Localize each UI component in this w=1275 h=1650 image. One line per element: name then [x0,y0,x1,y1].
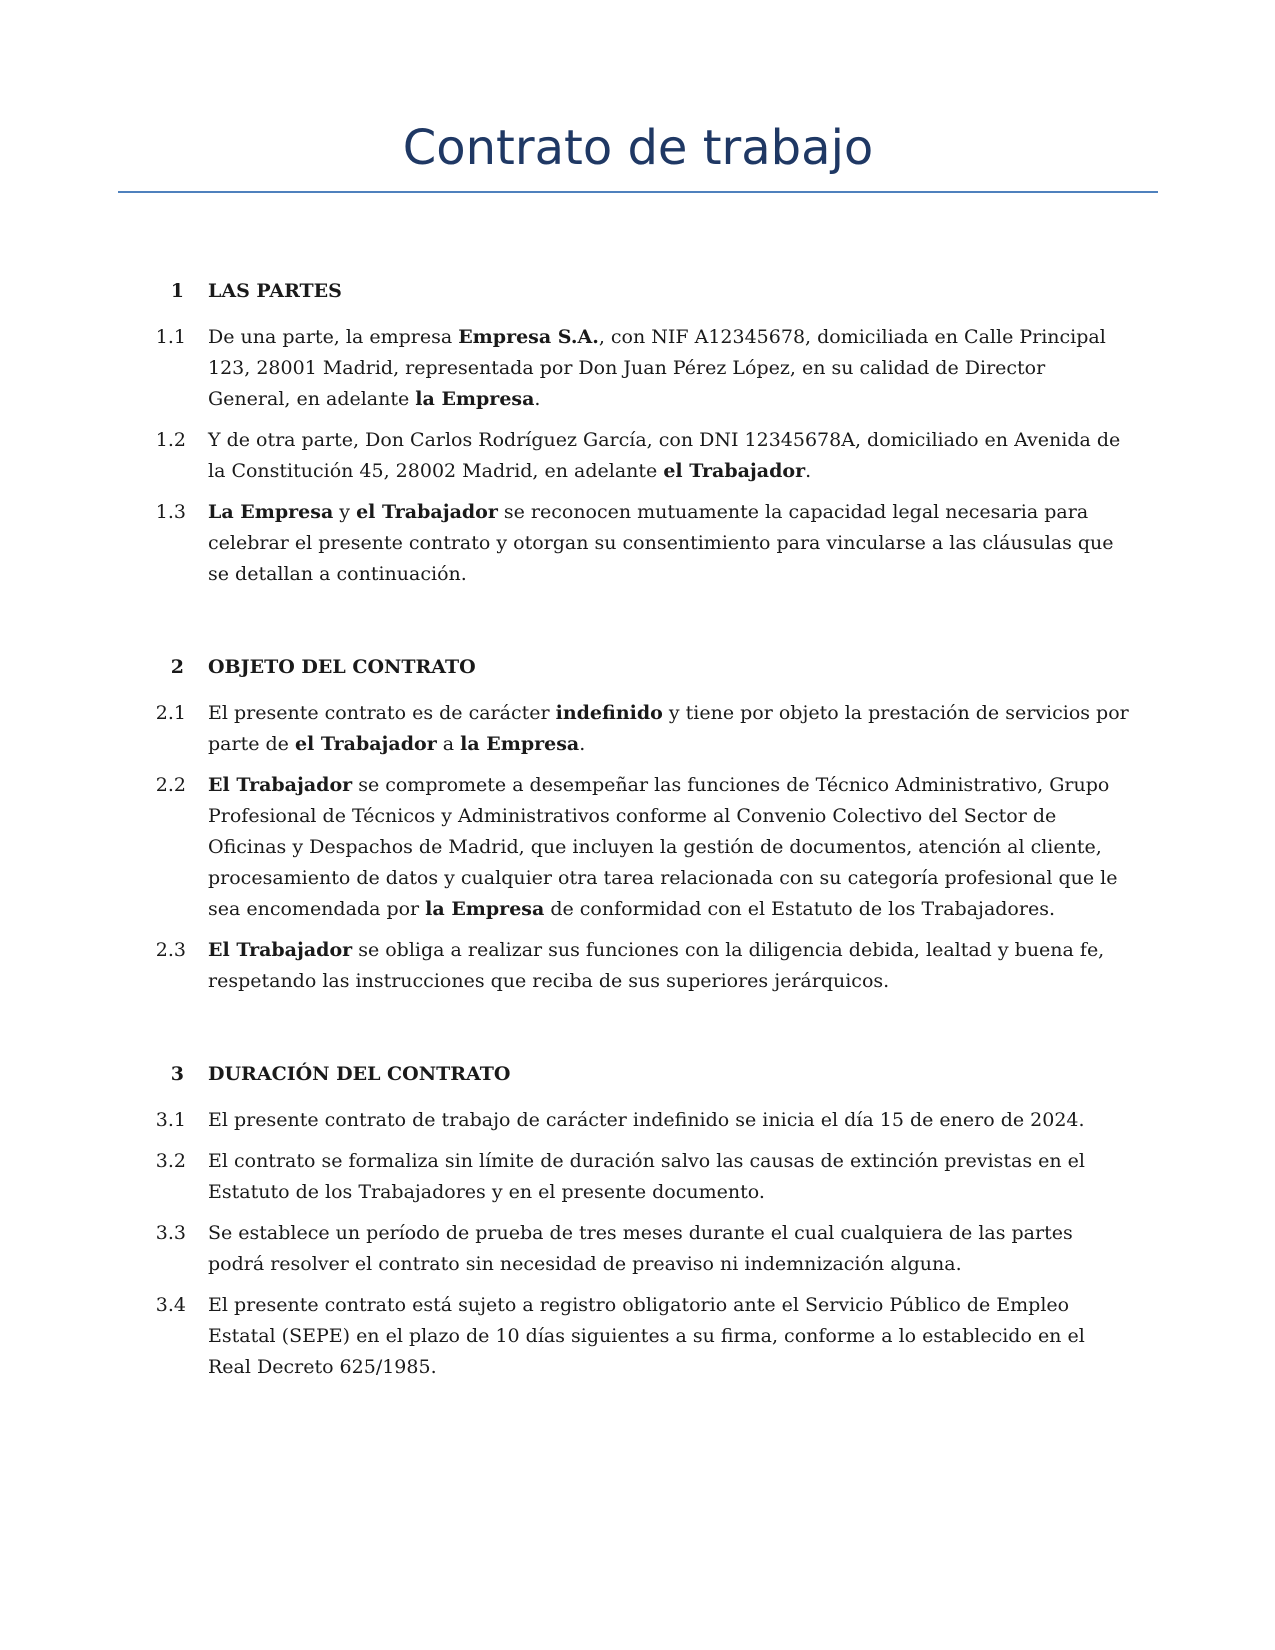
clause-1.2 [0,425,1275,487]
clause-text [208,322,1133,415]
section-spacer [0,997,1275,1053]
section-1 [0,270,1275,590]
section-number: 1 [170,280,184,302]
clause-run: se reconocen mutuamente la capacidad legal necesaria para celebrar el presente contrato y otorgan su consentimiento para vincularse a las cláusulas que se detallan a continuación. [208,501,1114,585]
section-heading [0,270,1275,312]
section-heading [0,1053,1275,1095]
clause-number: 1.1 [155,326,186,348]
clause-number: 3.3 [155,1222,186,1244]
clause-number: 2.2 [155,774,186,796]
clause-run: se compromete a desempeñar las funciones de Técnico Administrativo, Grupo Profesional de Técnicos y Administrativos conforme al Convenio Colectivo del Sector de Oficinas y Despachos de Madrid, que incluyen la gestión de documentos, atención al cliente, procesamiento de datos y cualquier otra tarea relacionada con su categoría profesional que le sea encomendada por [208,774,1118,920]
defined-term: la Empresa [415,388,535,410]
clause-run: . [534,388,541,410]
clause-text [208,497,1133,590]
clause-run: De una parte, la empresa [208,326,459,348]
section-2 [0,646,1275,997]
clause-3.1 [0,1105,1275,1136]
defined-term: la Empresa [425,898,545,920]
clause-text [208,935,1133,997]
clause-2.2 [0,770,1275,925]
clause-number: 1.3 [155,501,186,523]
clause-2.1 [0,698,1275,760]
clause-number: 3.2 [155,1150,186,1172]
clause-run: . [805,460,812,482]
clause-3.3 [0,1218,1275,1280]
clause-number: 2.1 [155,702,186,724]
clause-3.4 [0,1290,1275,1383]
clause-number: 3.1 [155,1109,186,1131]
section-title: OBJETO DEL CONTRATO [208,656,476,678]
document-body [0,270,1275,1383]
clause-run: . [579,733,586,755]
defined-term: el Trabajador [294,733,437,755]
section-number: 2 [170,656,184,678]
section-heading [0,646,1275,688]
section-spacer [0,590,1275,646]
defined-term: La Empresa [208,501,334,523]
section-title: DURACIÓN DEL CONTRATO [208,1063,511,1085]
clause-run: El presente contrato es de carácter [208,702,556,724]
defined-term: Empresa S.A. [458,326,599,348]
clause-2.3 [0,935,1275,997]
clause-1.1 [0,322,1275,415]
clause-run: Se establece un período de prueba de tres meses durante el cual cualquiera de las partes podrá resolver el contrato sin necesidad de preaviso ni indemnización alguna. [208,1222,1073,1275]
clause-text [208,770,1133,925]
clause-text [208,425,1133,487]
clause-run: Y de otra parte, Don Carlos Rodríguez García, con DNI 12345678A, domiciliado en Avenida de la Constitución 45, 28002 Madrid, en adelante [208,429,1121,482]
section-3 [0,1053,1275,1383]
defined-term: indefinido [555,702,663,724]
document-title: Contrato de trabajo [402,120,874,176]
clause-run: , con NIF A12345678, domiciliada en Calle Principal 123, 28001 Madrid, representada por Don Juan Pérez López, en su calidad de Director General, en adelante [208,326,1106,410]
defined-term: El Trabajador [208,774,353,796]
clause-text [208,1218,1133,1280]
clause-run: y tiene por objeto la prestación de servicios por parte de [208,702,1129,755]
clause-run: a [436,733,461,755]
clause-run: y [333,501,357,523]
defined-term: El Trabajador [208,939,353,961]
clause-text [208,698,1133,760]
clause-number: 1.2 [155,429,186,451]
defined-term: el Trabajador [356,501,498,523]
clause-1.3 [0,497,1275,590]
clause-run: se obliga a realizar sus funciones con la diligencia debida, lealtad y buena fe, respetando las instrucciones que reciba de sus superiores jerárquicos. [208,939,1105,992]
clause-number: 2.3 [155,939,186,961]
defined-term: la Empresa [460,733,580,755]
clause-text [208,1146,1133,1208]
defined-term: el Trabajador [663,460,806,482]
clause-run: El contrato se formaliza sin límite de duración salvo las causas de extinción previstas en el Estatuto de los Trabajadores y en el presente documento. [208,1150,1085,1203]
clause-run: de conformidad con el Estatuto de los Trabajadores. [544,898,1055,920]
title-underline [118,191,1158,193]
clause-number: 3.4 [155,1294,186,1316]
clause-run: El presente contrato de trabajo de carácter indefinido se inicia el día 15 de enero de 2024. [208,1109,1085,1131]
clause-text [208,1290,1133,1383]
clause-run: El presente contrato está sujeto a registro obligatorio ante el Servicio Público de Empleo Estatal (SEPE) en el plazo de 10 días siguientes a su firma, conforme a lo establecido en el Real Decreto 625/1985. [208,1294,1085,1378]
clause-text [208,1105,1133,1136]
section-title: LAS PARTES [208,280,342,302]
section-number: 3 [170,1063,184,1085]
clause-3.2 [0,1146,1275,1208]
